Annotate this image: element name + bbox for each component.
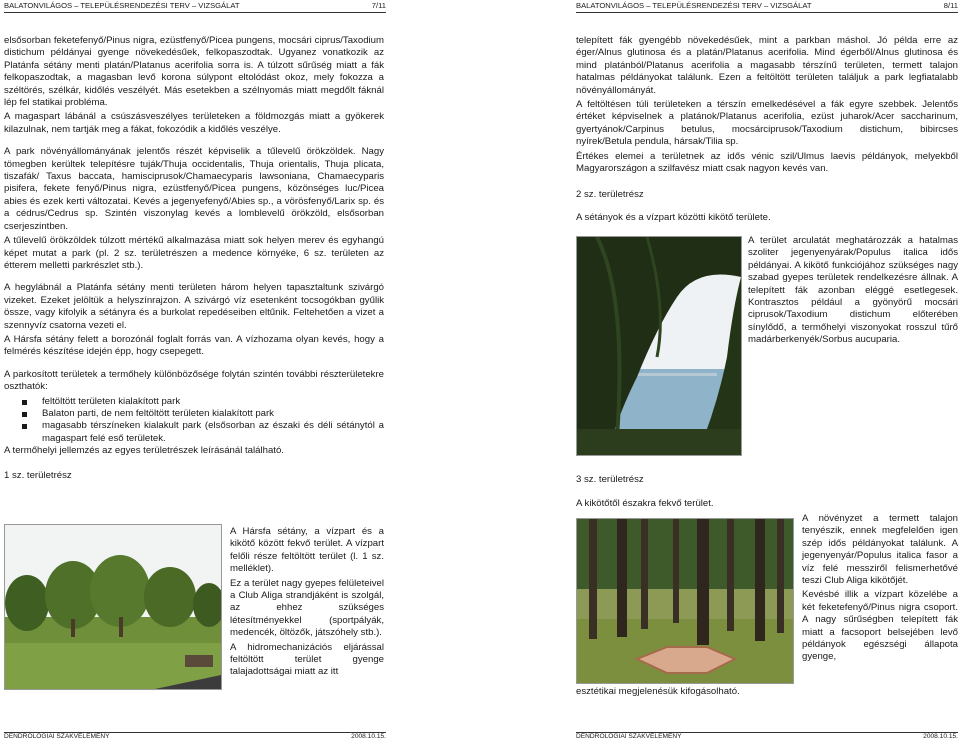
paragraph: esztétikai megjelenésük kifogásolható. [576,686,740,697]
right-body-text [576,35,958,226]
section1-text [230,526,384,681]
footer-date: 2008.10.15. [351,733,386,740]
forest-photo [576,518,794,684]
willow-illustration [577,237,741,455]
list-item: magasabb térszíneken kialakult park (elsősorban az északi és déli sétánytól a magaspart felé eső területek. [42,420,384,444]
paragraph: A hidromechanizációs eljárással feltöltött terület gyenge talajadottságai miatt az itt [230,641,384,678]
paragraph: Ez a terület nagy gyepes felületeivel a Club Aliga strandjáként is szolgál, az ehhez szükséges létesítményekkel (sportpályák, medencék, öltözők, játszóhely stb.). [230,577,384,639]
section3-heading [576,474,958,513]
section3-closing [576,686,958,700]
header-title: BALATONVILÁGOS – TELEPÜLÉSRENDEZÉSI TERV – VIZSGÁLAT [576,1,812,10]
paragraph: A terület arculatát meghatározzák a hatalmas szoliter jegenyenyárak/Populus italica idős példányai. A kikötő funkciójához szükséges nagy szabad gyepes területek rendelkezésre állnak. A telepített fák azonban eléggé esetlegesek. Kontrasztos például a gyönyörű mocsári ciprusok/Taxodium distichum előterében sínylődő, a termőhelyi viszonyokat rosszul tűrő madárberkenyék/Sorbus aucuparia. [748,235,958,346]
paragraph: A Hársfa sétány felett a borozónál foglalt forrás van. A vízhozama olyan kevés, hogy a felmérés készítése idején épp, hogy csepegett. [4,333,384,358]
paragraph: A hegylábnál a Platánfa sétány menti területen három helyen tapasztaltunk szivárgó vizeket. Ezeket jelöltük a helyszínrajzon. A szivárgó víz esetenként tocsogókban gyűlik össze, vagy kifolyik a sétányra és a burkolat repedéseiben eltűnik. Feltehetően a vizet a szennyvíz csatorna vezeti el. [4,282,384,331]
paragraph: A termőhelyi jellemzés az egyes területrészek leírásánál található. [4,445,284,457]
paragraph: A magaspart lábánál a csúszásveszélyes területeken a földmozgás miatt a gyökerek kilazulnak, nem tartják meg a fákat, fokozódik a kidőlés veszélye. [4,111,384,135]
page-footer [576,732,958,740]
bullet-list [4,396,384,446]
page-header [4,1,386,13]
page-footer [4,732,386,740]
paragraph: A növényzet a termett talajon tenyészik, ennek megfelelően igen szép idős példányokat találunk. A jegenyenyár/Populus italica fasor a víz felé messziről felismerhetővé teszi Club Aliga kikötőjét. [802,513,958,587]
forest-illustration [577,519,793,683]
body-text [4,35,384,486]
paragraph: Kevésbé illik a vízpart közelébe a két feketefenyő/Pinus nigra csoport. A nagy sűrűségben telepített fák miatt a facsoport belsejében levő példányok egészségi állapota gyenge, [802,589,958,663]
list-item: Balaton parti, de nem feltöltött területen kialakított park [42,408,384,420]
paragraph: A tűlevelű örökzöldek túlzott mértékű alkalmazása miatt sok helyen merev és egyhangú képet mutat a park (pl. 2 sz. területrészen a medence környéke, 6 sz. területen az étterem melletti parkrészlet stb.). [4,235,384,271]
section-title: 2 sz. területrész [576,189,644,201]
park-illustration [5,525,221,689]
footer-left: DENDROLÓGIAI SZAKVÉLEMÉNY [4,733,110,740]
section3-text [802,513,958,666]
footer-date: 2008.10.15. [923,733,958,740]
park-photo [4,524,222,690]
paragraph: A park növényállományának jelentős részét képviselik a tűlevelű örökzöldek. Nagy tömegben kerültek telepítésre tujá​k/Thuja occidentalis, Thuja orientalis, Thuja plicata, tiszafák/ Taxus baccata, hamisciprusok/Chamaecyparis lawsoniana, Chamaecyparis pisifera, fekete fenyő/Pinus nigra, ezüstfenyő/Picea pungens, közönséges luc/Picea abies és ezek kerti változatai. Kevés a jegenyefenyő/Abies sp., a vörösfenyő/Larix sp. és a cédrus/Cedrus sp. Szintén viszonylag kevés a lomblevelű örökzöld, elsősorban cserjeszintben. [4,146,384,232]
paragraph: A feltöltésen túli területeken a térszín emelkedésével a fák egyre szebbek. Jelentős értéket képviselnek a platánok/Platanus acerifolia, ezüst juharok/Acer saccharinum, gyertyánok/Carpinus betulus, mocsárciprusok/Taxodium distichum, bibircses nyírek/Betula pendula, hársak/Tilia sp. [576,99,958,148]
header-title: BALATONVILÁGOS – TELEPÜLÉSRENDEZÉSI TERV – VIZSGÁLAT [4,1,240,10]
page-header [576,1,958,13]
paragraph: elsősorban feketefenyő/Pinus nigra, ezüstfenyő/Picea pungens, mocsári ciprus/Taxodium distichum példányai gyenge növekedésűek, felkopaszodtak. Ugyanez vonatkozik az Platánfa sétány menti platán/Platanus acerifolia sorra is. A túlzott sűrűség miatt a fák felkopaszodtak, a magasban levő korona súlypont eltolódást okoz, mely fokozza a széltörés, szélkár, kidőlés veszélyét. Más esetekben a szélnyomás miatt megdőlt fáknál lép fel statikai probléma. [4,35,384,109]
section-title: 3 sz. területrész [576,474,644,485]
section2-text [748,235,958,349]
header-page-number: 7/11 [371,1,386,10]
list-item: feltöltött területen kialakított park [42,396,384,408]
paragraph: telepített fák gyengébb növekedésűek, mint a parkban máshol. Jó példa erre az éger/Alnus glutinosa és a platán/Platanus acerifolia. Mind égerből/Alnus glutinosa és mind platánból/Platanus acerifolia a magasabb térszínű területen, termett talajon hatalmas példányokat találunk. Ezen a feltöltött területen találjuk a park legfiatalabb növényállományát. [576,35,958,96]
header-page-number: 8/11 [943,1,958,10]
willow-photo [576,236,742,456]
paragraph: A parkosított területek a termőhely különbözősége folytán szintén további részterületekre oszthatók: [4,368,384,393]
paragraph: A Hársfa sétány, a vízpart és a kikötő között fekvő terület. A vízpart felőli része feltöltött terület (l. 1 sz. melléklet). [230,526,384,575]
section-title: 1 sz. területrész [4,469,72,481]
paragraph: A sétányok és a vízpart közötti kikötő területe. [576,211,771,223]
footer-left: DENDROLÓGIAI SZAKVÉLEMÉNY [576,733,682,740]
paragraph: Értékes elemei a területnek az idős vénic szil/Ulmus laevis példányok, melyekből Magyarországon a szilfavész miatt csak nagyon kevés van. [576,150,958,175]
paragraph: A kikötőtől északra fekvő terület. [576,498,714,510]
